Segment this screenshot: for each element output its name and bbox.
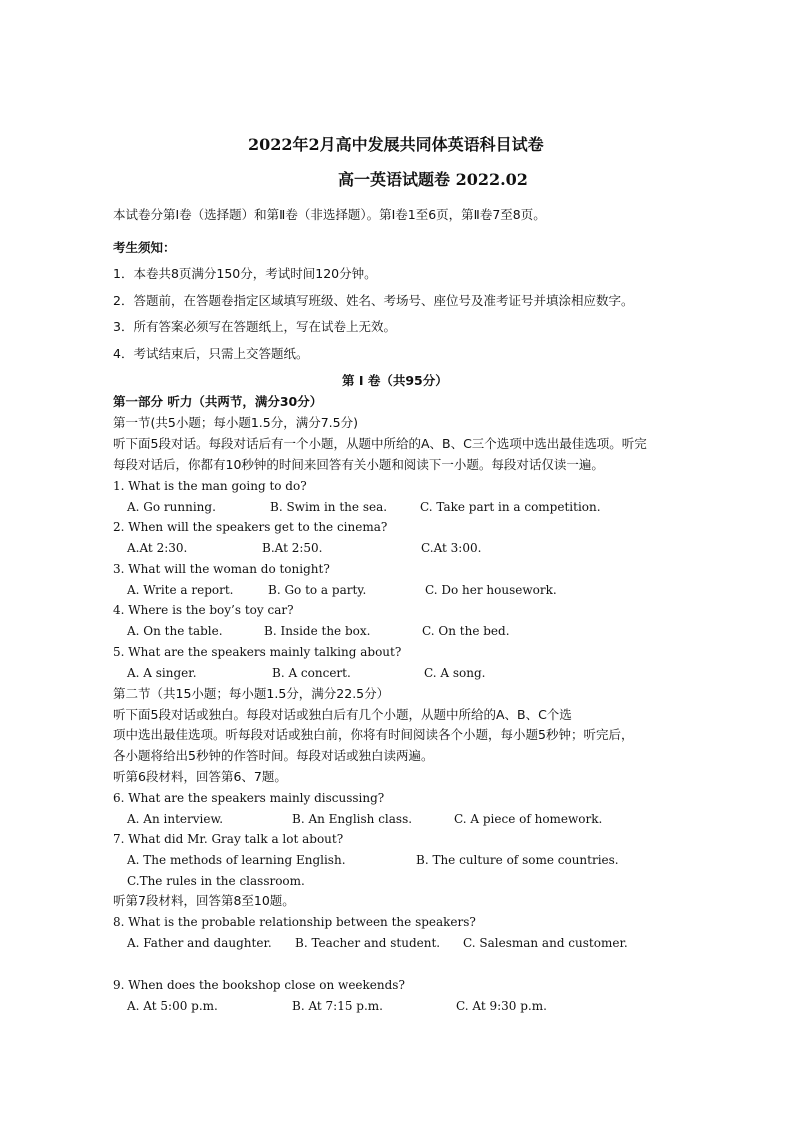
section1-instructions: 听下面5段对话。每段对话后有一个小题，从题中所给的A、B、C三个选项中选出最佳选项。听完 [113, 436, 647, 451]
question-text: 4. Where is the boy’s toy car? [113, 603, 294, 617]
notice-item: 2．答题前，在答题卷指定区域填写班级、姓名、考场号、座位号及准考证号并填涂相应数字。 [113, 293, 634, 308]
notice-heading: 考生须知： [113, 240, 176, 255]
option-c: C.At 3:00. [421, 541, 482, 555]
option-a: A. A singer. [127, 666, 197, 680]
option-c: C.The rules in the classroom. [127, 874, 305, 888]
material-6-note: 听第6段材料，回答第6、7题。 [113, 769, 287, 784]
option-a: A.At 2:30. [127, 541, 188, 555]
option-b: B. The culture of some countries. [416, 853, 619, 867]
intro-text: 本试卷分第Ⅰ卷（选择题）和第Ⅱ卷（非选择题）。第Ⅰ卷1至6页，第Ⅱ卷7至8页。 [113, 207, 546, 222]
section1-instructions: 每段对话后，你都有10秒钟的时间来回答有关小题和阅读下一小题。每段对话仅读一遍。 [113, 457, 604, 472]
option-c: C. Do her housework. [425, 583, 557, 597]
option-c: C. At 9:30 p.m. [456, 999, 547, 1013]
section2-heading: 第二节（共15小题；每小题1.5分，满分22.5分） [113, 686, 390, 701]
option-a: A. On the table. [127, 624, 223, 638]
section2-instructions: 项中选出最佳选项。听每段对话或独白前，你将有时间阅读各个小题，每小题5秒钟；听完后， [113, 727, 634, 742]
option-b: B. Swim in the sea. [270, 500, 388, 514]
option-a: A. Write a report. [127, 583, 234, 597]
volume-heading: 第 Ⅰ 卷（共95分） [342, 373, 448, 388]
option-b: B. An English class. [292, 812, 413, 826]
option-b: B. Go to a party. [268, 583, 367, 597]
question-text: 1. What is the man going to do? [113, 479, 307, 493]
notice-item: 4．考试结束后，只需上交答题纸。 [113, 346, 309, 361]
notice-item: 3．所有答案必须写在答题纸上，写在试卷上无效。 [113, 319, 396, 334]
question-text: 9. When does the bookshop close on weekends? [113, 978, 405, 992]
option-a: A. An interview. [127, 812, 224, 826]
option-b: B. Teacher and student. [295, 936, 441, 950]
section2-instructions: 听下面5段对话或独白。每段对话或独白后有几个小题，从题中所给的A、B、C个选 [113, 707, 572, 722]
option-a: A. The methods of learning English. [127, 853, 346, 867]
material-7-note: 听第7段材料，回答第8至10题。 [113, 893, 295, 908]
option-a: A. Father and daughter. [127, 936, 272, 950]
question-text: 8. What is the probable relationship between the speakers? [113, 915, 476, 929]
question-text: 7. What did Mr. Gray talk a lot about? [113, 832, 344, 846]
option-c: C. Salesman and customer. [463, 936, 628, 950]
option-a: A. At 5:00 p.m. [127, 999, 218, 1013]
option-c: C. A piece of homework. [454, 812, 603, 826]
option-c: C. A song. [424, 666, 486, 680]
option-b: B. Inside the box. [264, 624, 371, 638]
option-b: B. A concert. [272, 666, 351, 680]
question-text: 2. When will the speakers get to the cinema? [113, 520, 388, 534]
option-c: C. On the bed. [422, 624, 510, 638]
section1-heading: 第一节(共5小题；每小题1.5分，满分7.5分) [113, 415, 358, 430]
page-title: 2022年2月高中发展共同体英语科目试卷 [248, 135, 544, 154]
option-c: C. Take part in a competition. [420, 500, 601, 514]
notice-item: 1．本卷共8页满分150分，考试时间120分钟。 [113, 266, 377, 281]
option-b: B. At 7:15 p.m. [292, 999, 383, 1013]
question-text: 6. What are the speakers mainly discussing? [113, 791, 385, 805]
page-subtitle: 高一英语试题卷 2022.02 [338, 170, 528, 189]
option-b: B.At 2:50. [262, 541, 323, 555]
section2-instructions: 各小题将给出5秒钟的作答时间。每段对话或独白读两遍。 [113, 748, 434, 763]
question-text: 5. What are the speakers mainly talking about? [113, 645, 402, 659]
part1-heading: 第一部分 听力（共两节，满分30分） [113, 394, 323, 409]
option-a: A. Go running. [127, 500, 216, 514]
question-text: 3. What will the woman do tonight? [113, 562, 330, 576]
